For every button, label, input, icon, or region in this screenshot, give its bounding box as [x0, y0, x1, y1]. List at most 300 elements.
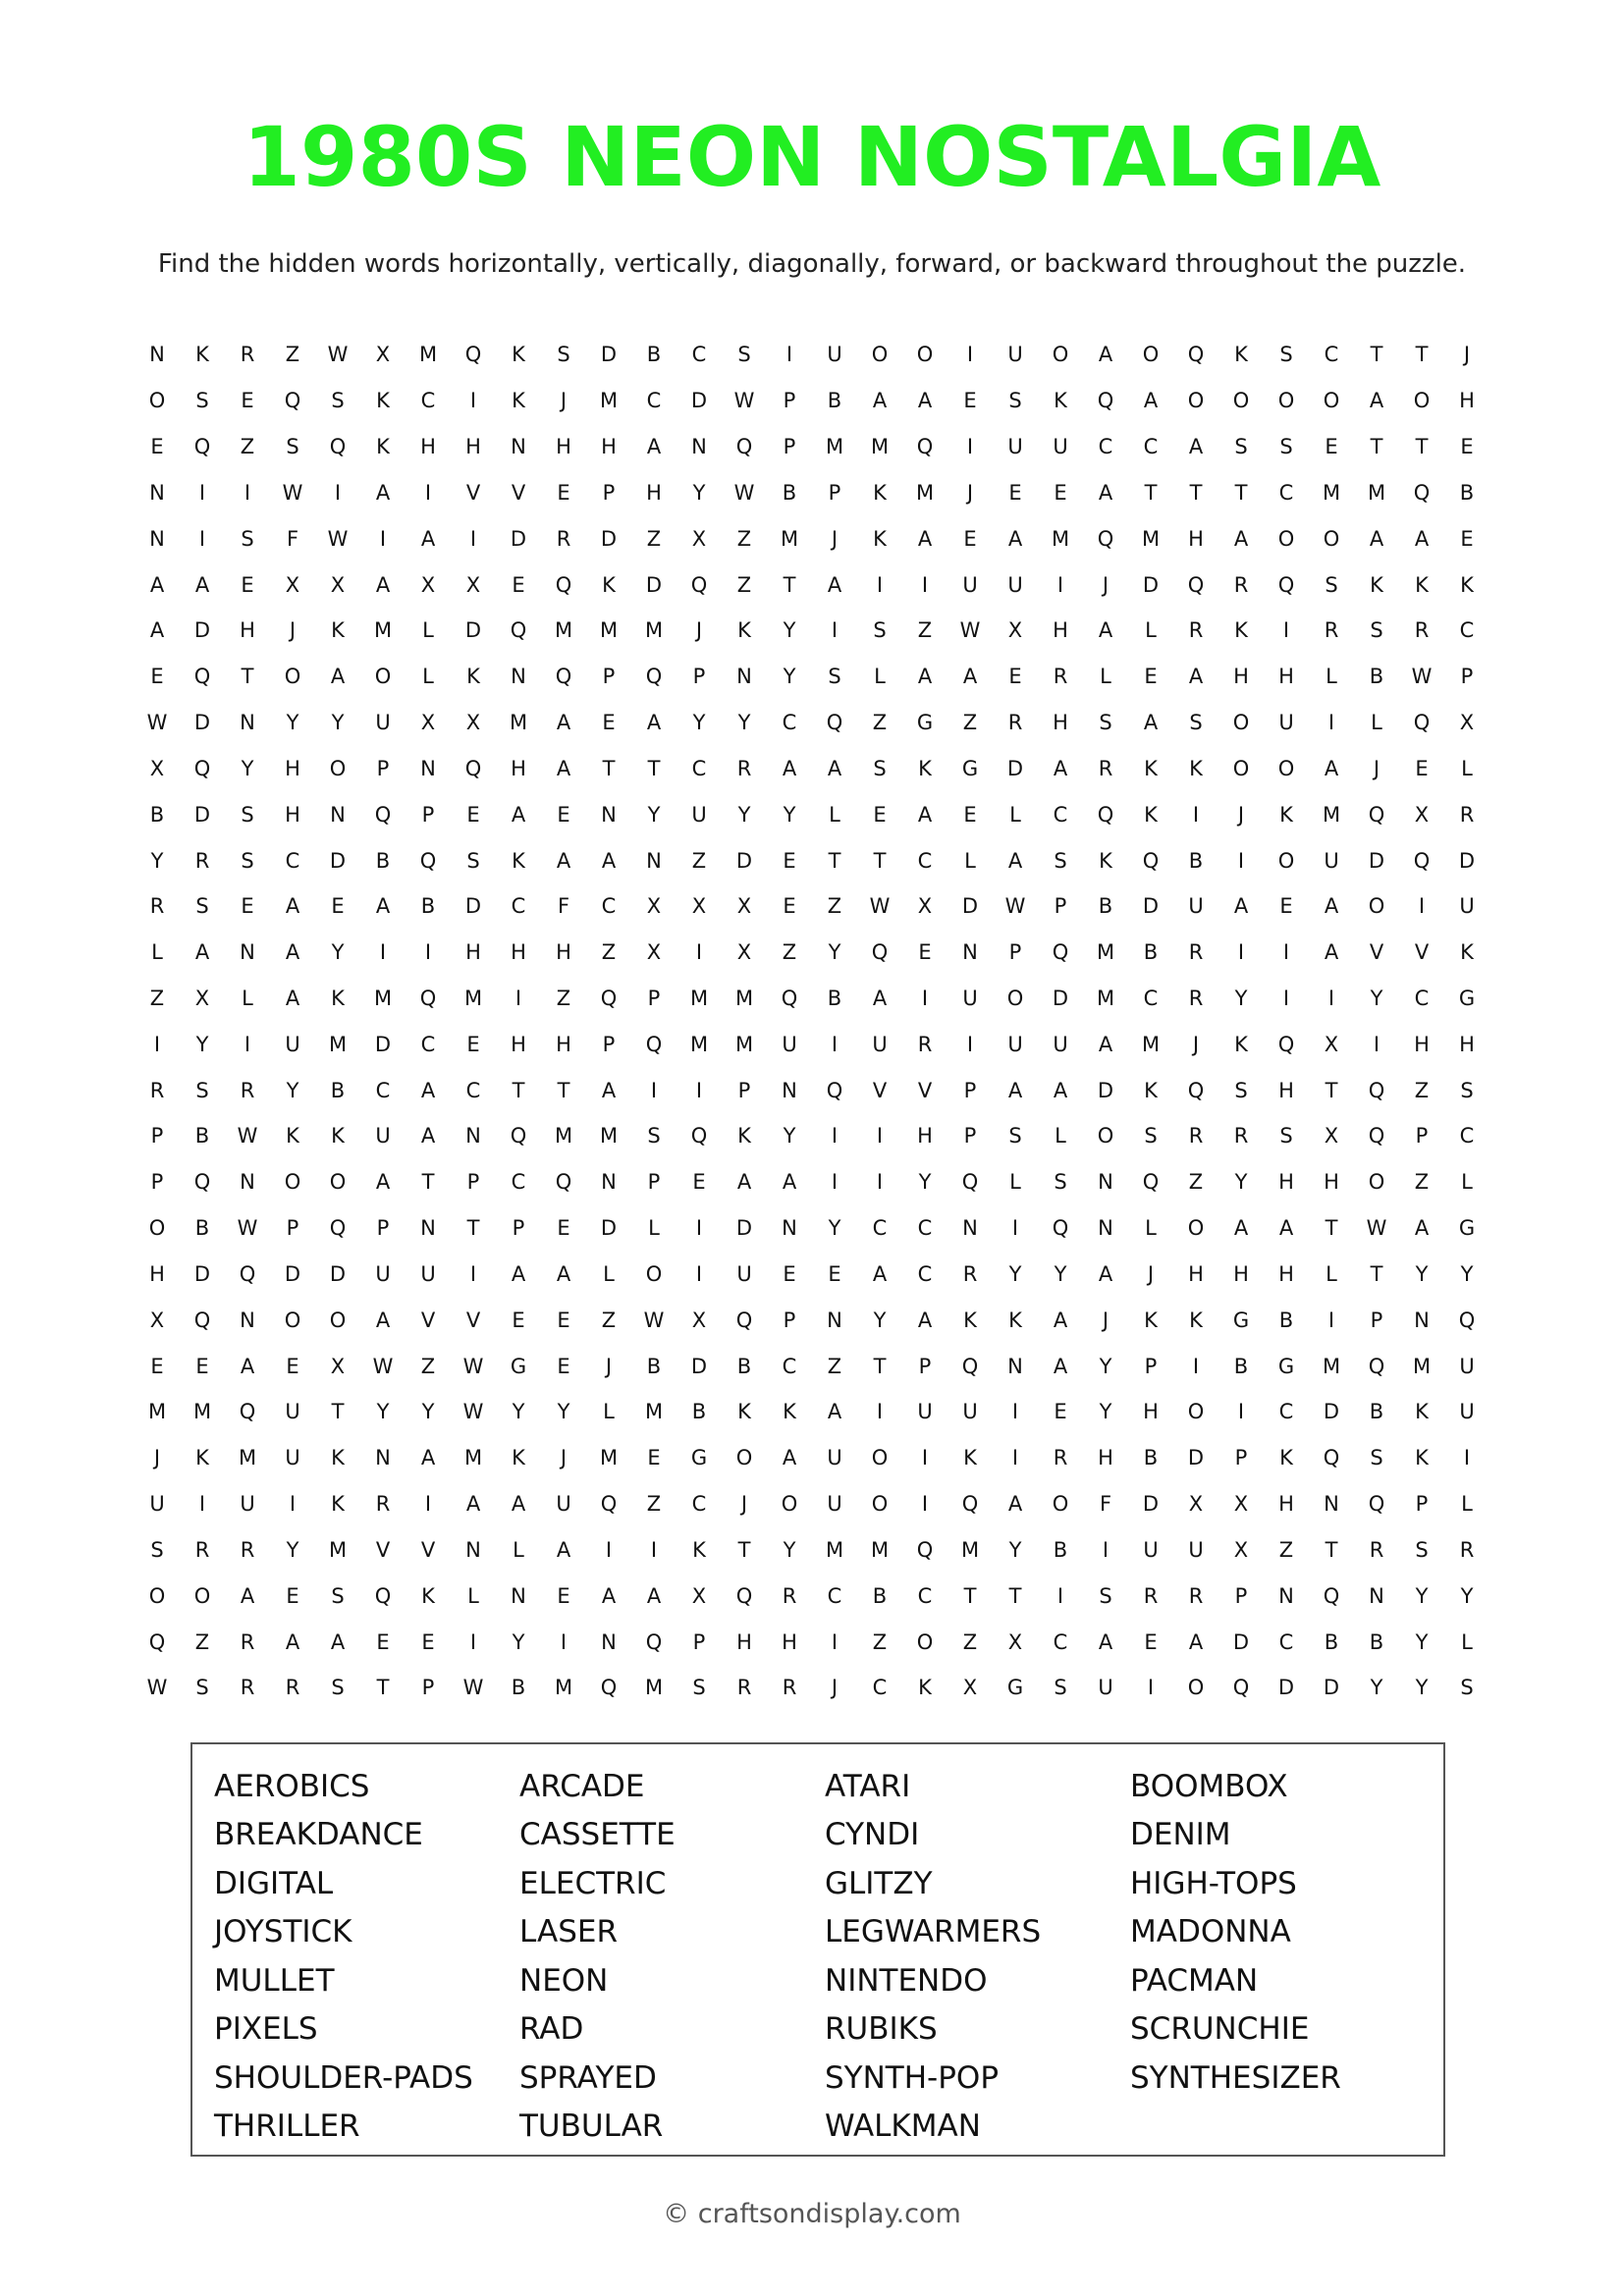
- grid-cell: R: [240, 1078, 255, 1102]
- grid-cell: A: [646, 1583, 662, 1608]
- grid-cell: X: [691, 894, 707, 919]
- word-list-item: ARCADE: [519, 1768, 645, 1804]
- grid-cell: A: [285, 1629, 300, 1654]
- grid-cell: P: [1415, 1124, 1429, 1148]
- grid-cell: I: [424, 480, 432, 505]
- grid-cell: M: [1412, 1354, 1432, 1378]
- grid-cell: A: [330, 665, 346, 689]
- word-list: [214, 1762, 1432, 2151]
- grid-cell: I: [469, 1629, 477, 1654]
- grid-cell: Z: [872, 1629, 888, 1654]
- grid-cell: M: [644, 618, 664, 643]
- grid-cell: Y: [918, 1170, 932, 1195]
- grid-cell: W: [462, 1354, 484, 1378]
- grid-cell: Q: [961, 1354, 979, 1378]
- grid-cell: X: [420, 572, 436, 597]
- grid-cell: U: [285, 1446, 300, 1470]
- grid-cell: N: [646, 848, 662, 873]
- grid-cell: X: [420, 711, 436, 735]
- grid-cell: J: [1237, 802, 1245, 827]
- grid-cell: K: [286, 1124, 299, 1148]
- grid-cell: E: [1054, 1400, 1067, 1424]
- grid-cell: E: [150, 435, 164, 459]
- grid-cell: N: [149, 526, 165, 551]
- grid-cell: U: [827, 1446, 842, 1470]
- grid-cell: N: [1414, 1308, 1430, 1332]
- grid-cell: R: [1188, 987, 1204, 1010]
- grid-cell: B: [149, 802, 165, 827]
- grid-cell: B: [511, 1676, 526, 1700]
- grid-cell: C: [1278, 1629, 1294, 1654]
- grid-cell: Q: [239, 1261, 256, 1286]
- grid-cell: D: [690, 389, 708, 413]
- grid-cell: I: [469, 1261, 477, 1286]
- grid-cell: X: [194, 987, 210, 1010]
- grid-cell: Q: [600, 987, 618, 1010]
- grid-cell: E: [783, 848, 796, 873]
- grid-cell: P: [692, 665, 706, 689]
- grid-cell: C: [1278, 1400, 1294, 1424]
- grid-cell: Q: [1413, 711, 1431, 735]
- grid-cell: S: [1234, 435, 1248, 459]
- grid-cell: M: [1051, 526, 1070, 551]
- grid-cell: H: [285, 756, 300, 780]
- grid-cell: L: [1009, 1170, 1021, 1195]
- grid-cell: Q: [600, 1676, 618, 1700]
- grid-cell: M: [1322, 480, 1341, 505]
- grid-cell: D: [735, 1216, 753, 1241]
- grid-cell: B: [646, 1354, 662, 1378]
- grid-cell: C: [420, 1032, 436, 1056]
- grid-cell: S: [1415, 1537, 1429, 1562]
- grid-cell: R: [240, 1537, 255, 1562]
- grid-cell: Y: [195, 1032, 209, 1056]
- grid-cell: C: [511, 894, 526, 919]
- grid-cell: A: [917, 389, 933, 413]
- grid-cell: U: [1324, 848, 1339, 873]
- grid-cell: U: [1143, 1537, 1159, 1562]
- grid-cell: L: [1055, 1124, 1066, 1148]
- grid-cell: F: [1099, 1492, 1112, 1517]
- grid-cell: D: [193, 618, 211, 643]
- grid-cell: E: [1144, 1629, 1158, 1654]
- grid-cell: U: [1188, 894, 1204, 919]
- grid-cell: A: [511, 1492, 526, 1517]
- grid-cell: S: [1099, 1583, 1112, 1608]
- grid-cell: J: [560, 389, 568, 413]
- grid-cell: R: [736, 1676, 752, 1700]
- grid-cell: P: [963, 1078, 977, 1102]
- grid-cell: C: [782, 711, 797, 735]
- grid-cell: N: [240, 940, 255, 965]
- grid-cell: Z: [1188, 1170, 1204, 1195]
- grid-cell: K: [1099, 848, 1112, 873]
- grid-cell: L: [1145, 1216, 1157, 1241]
- grid-cell: I: [831, 618, 839, 643]
- grid-cell: L: [1145, 618, 1157, 643]
- grid-cell: K: [1370, 572, 1383, 597]
- grid-cell: U: [1278, 711, 1294, 735]
- grid-cell: A: [1143, 389, 1159, 413]
- grid-cell: L: [242, 987, 253, 1010]
- grid-cell: J: [1102, 1308, 1110, 1332]
- grid-cell: T: [1144, 480, 1158, 505]
- grid-cell: K: [1189, 1308, 1203, 1332]
- grid-cell: N: [691, 435, 707, 459]
- word-list-item: DIGITAL: [214, 1865, 334, 1901]
- grid-cell: X: [1188, 1492, 1204, 1517]
- grid-cell: L: [874, 665, 886, 689]
- grid-cell: L: [1461, 756, 1473, 780]
- grid-cell: A: [827, 756, 842, 780]
- grid-cell: X: [691, 1308, 707, 1332]
- grid-cell: J: [289, 618, 297, 643]
- grid-cell: Y: [783, 618, 796, 643]
- grid-cell: D: [510, 526, 527, 551]
- grid-cell: Q: [1368, 1078, 1385, 1102]
- grid-cell: D: [1187, 1446, 1205, 1470]
- grid-cell: I: [469, 526, 477, 551]
- grid-cell: N: [782, 1216, 797, 1241]
- grid-cell: Z: [962, 1629, 978, 1654]
- grid-cell: O: [1187, 389, 1205, 413]
- grid-cell: H: [285, 802, 300, 827]
- grid-cell: J: [560, 1446, 568, 1470]
- grid-cell: C: [917, 1216, 933, 1241]
- grid-cell: M: [825, 435, 844, 459]
- grid-cell: N: [420, 756, 436, 780]
- grid-cell: Z: [1414, 1078, 1430, 1102]
- grid-cell: T: [466, 1216, 480, 1241]
- grid-cell: I: [966, 1032, 974, 1056]
- grid-cell: E: [783, 1261, 796, 1286]
- grid-cell: A: [782, 1170, 797, 1195]
- grid-cell: K: [1234, 343, 1248, 367]
- word-list-item: SCRUNCHIE: [1130, 2011, 1310, 2048]
- grid-cell: S: [1370, 1446, 1383, 1470]
- grid-cell: E: [692, 1170, 706, 1195]
- grid-cell: U: [1007, 343, 1023, 367]
- grid-cell: T: [1370, 1261, 1383, 1286]
- grid-cell: I: [650, 1537, 658, 1562]
- grid-cell: P: [963, 1124, 977, 1148]
- grid-cell: U: [1098, 1676, 1113, 1700]
- grid-cell: B: [1143, 1446, 1159, 1470]
- grid-cell: J: [831, 526, 839, 551]
- word-list-item: NINTENDO: [825, 1962, 988, 1999]
- grid-cell: Q: [645, 1032, 663, 1056]
- grid-cell: Q: [1097, 802, 1114, 827]
- grid-cell: U: [962, 572, 978, 597]
- grid-cell: H: [1053, 618, 1068, 643]
- grid-cell: Q: [735, 1308, 753, 1332]
- grid-cell: R: [1188, 1124, 1204, 1148]
- grid-cell: A: [1143, 711, 1159, 735]
- grid-cell: E: [241, 894, 254, 919]
- grid-cell: A: [1414, 526, 1430, 551]
- grid-cell: Z: [646, 526, 662, 551]
- grid-cell: R: [240, 1629, 255, 1654]
- grid-cell: O: [1277, 526, 1295, 551]
- grid-cell: X: [1459, 711, 1475, 735]
- grid-cell: Q: [961, 1170, 979, 1195]
- word-list-item: PACMAN: [1130, 1962, 1259, 1999]
- grid-cell: R: [1007, 711, 1023, 735]
- grid-cell: E: [1008, 665, 1022, 689]
- grid-cell: U: [782, 1032, 797, 1056]
- grid-cell: S: [241, 848, 254, 873]
- grid-cell: Z: [827, 894, 842, 919]
- grid-cell: F: [286, 526, 299, 551]
- grid-cell: O: [1142, 343, 1160, 367]
- grid-cell: I: [921, 572, 929, 597]
- grid-cell: B: [1233, 1354, 1249, 1378]
- grid-cell: T: [602, 756, 616, 780]
- grid-cell: A: [1188, 665, 1204, 689]
- grid-cell: Q: [464, 756, 482, 780]
- grid-cell: Q: [690, 572, 708, 597]
- word-list-item: PIXELS: [214, 2011, 318, 2048]
- grid-cell: E: [331, 894, 345, 919]
- grid-cell: I: [1011, 1400, 1019, 1424]
- grid-cell: Q: [193, 665, 211, 689]
- grid-cell: Q: [419, 987, 437, 1010]
- grid-cell: V: [917, 1078, 933, 1102]
- grid-cell: M: [554, 1676, 573, 1700]
- grid-cell: L: [513, 1537, 524, 1562]
- grid-cell: I: [785, 343, 793, 367]
- word-list-item: ELECTRIC: [519, 1865, 667, 1901]
- grid-cell: H: [511, 1032, 526, 1056]
- grid-cell: R: [1414, 618, 1430, 643]
- grid-cell: R: [194, 1537, 210, 1562]
- grid-cell: M: [554, 618, 573, 643]
- grid-cell: X: [330, 572, 346, 597]
- grid-cell: Q: [1323, 1583, 1340, 1608]
- grid-cell: I: [514, 987, 522, 1010]
- grid-cell: B: [646, 343, 662, 367]
- grid-cell: M: [1141, 1032, 1161, 1056]
- grid-cell: E: [557, 1216, 570, 1241]
- grid-cell: S: [1234, 1078, 1248, 1102]
- grid-cell: U: [285, 1400, 300, 1424]
- grid-cell: H: [465, 435, 481, 459]
- grid-cell: J: [1192, 1032, 1200, 1056]
- grid-cell: A: [1278, 1216, 1294, 1241]
- word-list-box: [190, 1742, 1445, 2157]
- grid-cell: H: [1188, 526, 1204, 551]
- grid-cell: O: [916, 343, 934, 367]
- grid-cell: Y: [783, 665, 796, 689]
- grid-cell: G: [690, 1446, 708, 1470]
- instructions: Find the hidden words horizontally, vertically, diagonally, forward, or backward throughout the puzzle.: [157, 249, 1467, 279]
- grid-cell: B: [1188, 848, 1204, 873]
- grid-cell: K: [512, 389, 525, 413]
- grid-cell: A: [375, 1308, 391, 1332]
- grid-cell: G: [916, 711, 934, 735]
- grid-cell: M: [1096, 940, 1115, 965]
- grid-cell: P: [918, 1354, 932, 1378]
- grid-cell: R: [556, 526, 571, 551]
- grid-cell: I: [831, 1124, 839, 1148]
- word-list-item: TUBULAR: [519, 2109, 664, 2145]
- grid-cell: O: [193, 1583, 211, 1608]
- grid-cell: I: [1011, 1216, 1019, 1241]
- grid-cell: Q: [193, 435, 211, 459]
- grid-cell: E: [286, 1354, 299, 1378]
- grid-cell: N: [1324, 1492, 1339, 1517]
- grid-cell: O: [284, 1170, 301, 1195]
- grid-cell: O: [148, 389, 166, 413]
- grid-cell: Q: [1413, 480, 1431, 505]
- grid-cell: H: [1278, 665, 1294, 689]
- grid-cell: W: [372, 1354, 394, 1378]
- grid-cell: D: [1323, 1676, 1340, 1700]
- grid-cell: T: [241, 665, 254, 689]
- grid-cell: N: [330, 802, 346, 827]
- grid-cell: A: [1053, 756, 1068, 780]
- grid-cell: O: [148, 1216, 166, 1241]
- grid-cell: E: [150, 665, 164, 689]
- grid-cell: A: [375, 572, 391, 597]
- grid-cell: R: [1053, 1446, 1068, 1470]
- grid-cell: A: [194, 940, 210, 965]
- grid-cell: P: [737, 1078, 751, 1102]
- grid-cell: L: [1461, 1629, 1473, 1654]
- grid-cell: N: [601, 1170, 617, 1195]
- grid-cell: L: [1461, 1492, 1473, 1517]
- grid-cell: H: [511, 940, 526, 965]
- grid-cell: X: [1324, 1032, 1339, 1056]
- grid-cell: H: [1143, 1400, 1159, 1424]
- grid-cell: U: [827, 343, 842, 367]
- grid-cell: D: [464, 618, 482, 643]
- grid-cell: S: [195, 389, 209, 413]
- grid-cell: H: [1278, 1078, 1294, 1102]
- grid-cell: K: [602, 572, 616, 597]
- grid-cell: V: [872, 1078, 888, 1102]
- grid-cell: K: [918, 1676, 932, 1700]
- grid-cell: C: [872, 1216, 888, 1241]
- grid-cell: M: [599, 618, 619, 643]
- grid-cell: X: [330, 1354, 346, 1378]
- grid-cell: D: [600, 1216, 618, 1241]
- grid-cell: U: [872, 1032, 888, 1056]
- grid-cell: Q: [1277, 572, 1295, 597]
- grid-cell: K: [1279, 802, 1293, 827]
- grid-cell: Z: [601, 940, 617, 965]
- grid-cell: T: [376, 1676, 390, 1700]
- grid-cell: B: [1278, 1308, 1294, 1332]
- grid-cell: I: [1192, 802, 1200, 827]
- grid-cell: E: [1460, 435, 1474, 459]
- grid-cell: R: [149, 894, 165, 919]
- grid-cell: K: [737, 1124, 751, 1148]
- grid-cell: A: [375, 1170, 391, 1195]
- grid-cell: M: [734, 987, 754, 1010]
- grid-cell: M: [373, 618, 393, 643]
- grid-cell: R: [1233, 1124, 1249, 1148]
- word-list-item: WALKMAN: [825, 2109, 981, 2145]
- word-list-item: LEGWARMERS: [825, 1914, 1042, 1950]
- grid-cell: C: [1324, 343, 1339, 367]
- grid-cell: C: [1278, 480, 1294, 505]
- grid-cell: Q: [916, 435, 934, 459]
- word-list-item: ATARI: [825, 1768, 911, 1804]
- grid-cell: E: [1325, 435, 1338, 459]
- grid-cell: I: [966, 435, 974, 459]
- grid-cell: Q: [1323, 1446, 1340, 1470]
- grid-cell: K: [737, 618, 751, 643]
- grid-cell: T: [647, 756, 661, 780]
- grid-cell: M: [599, 389, 619, 413]
- grid-cell: C: [511, 1170, 526, 1195]
- grid-cell: M: [734, 1032, 754, 1056]
- grid-cell: A: [1233, 894, 1249, 919]
- grid-cell: Y: [512, 1629, 525, 1654]
- grid-cell: R: [1098, 756, 1113, 780]
- grid-cell: E: [1279, 894, 1293, 919]
- grid-cell: A: [827, 1400, 842, 1424]
- grid-cell: E: [1008, 480, 1022, 505]
- grid-cell: Y: [150, 848, 164, 873]
- grid-cell: Y: [512, 1400, 525, 1424]
- grid-cell: P: [1234, 1446, 1248, 1470]
- grid-cell: Y: [1370, 987, 1383, 1010]
- grid-cell: H: [1278, 1170, 1294, 1195]
- grid-cell: C: [691, 756, 707, 780]
- grid-cell: N: [511, 1583, 526, 1608]
- grid-cell: M: [509, 711, 528, 735]
- grid-cell: N: [736, 665, 752, 689]
- grid-cell: I: [876, 1400, 884, 1424]
- grid-cell: C: [646, 389, 662, 413]
- grid-cell: I: [198, 480, 206, 505]
- grid-cell: E: [376, 1629, 390, 1654]
- grid-cell: H: [1233, 1261, 1249, 1286]
- grid-cell: W: [733, 480, 755, 505]
- grid-cell: C: [917, 1583, 933, 1608]
- grid-cell: I: [1237, 940, 1245, 965]
- grid-cell: W: [1411, 665, 1433, 689]
- grid-cell: X: [375, 343, 391, 367]
- grid-cell: Z: [782, 940, 797, 965]
- grid-cell: D: [1277, 1676, 1295, 1700]
- grid-cell: Q: [1052, 1216, 1069, 1241]
- grid-cell: Z: [285, 343, 300, 367]
- grid-cell: D: [329, 848, 347, 873]
- grid-cell: M: [960, 1537, 980, 1562]
- grid-cell: Y: [828, 940, 841, 965]
- grid-cell: L: [151, 940, 163, 965]
- grid-cell: Q: [826, 1078, 843, 1102]
- grid-cell: Z: [240, 435, 255, 459]
- grid-cell: T: [1415, 343, 1429, 367]
- grid-cell: S: [286, 435, 299, 459]
- grid-cell: A: [1098, 618, 1113, 643]
- grid-cell: M: [373, 987, 393, 1010]
- grid-cell: A: [556, 711, 571, 735]
- grid-cell: I: [1463, 1446, 1471, 1470]
- grid-cell: K: [421, 1583, 435, 1608]
- grid-cell: W: [327, 343, 349, 367]
- grid-cell: B: [1369, 1400, 1384, 1424]
- grid-cell: M: [689, 987, 709, 1010]
- grid-cell: M: [192, 1400, 212, 1424]
- grid-cell: A: [375, 894, 391, 919]
- grid-cell: E: [466, 802, 480, 827]
- grid-cell: Z: [601, 1308, 617, 1332]
